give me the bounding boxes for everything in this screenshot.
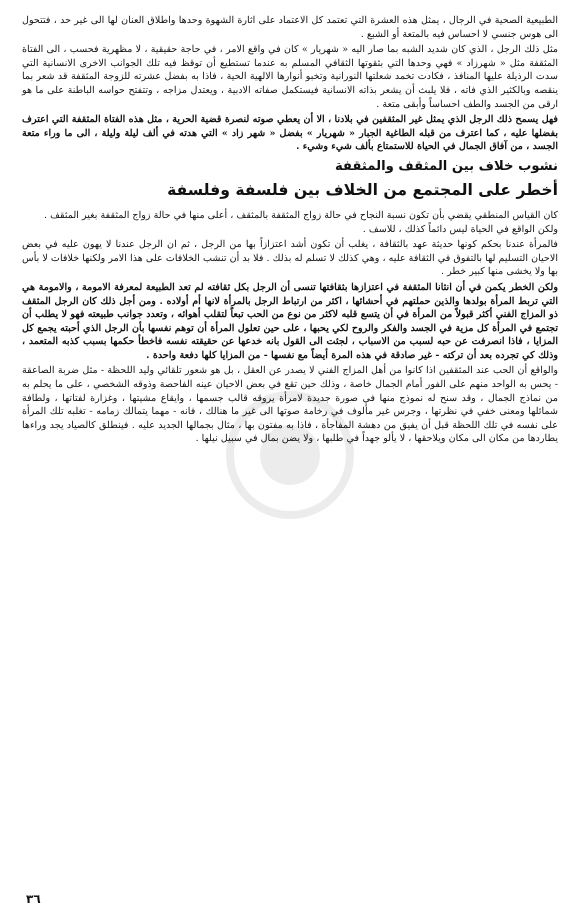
paragraph-5: ولكن الواقع في الحياة ليس دائماً كذلك ، للاسف .: [362, 223, 558, 235]
paragraph-7: ولكن الخطر يكمن في أن انثانا المثقفة في اعتزازها بثقافتها تنسى أن الرجل بكل ثقافته لم تعد الطبيعة لمعرفة الامومة ، والامومة هي التي تربط المرأة بولدها والذين حملتهم في أحشائها ، اكثر من ارتباط الرجل بالمرأة لانها أم أولاده . ومن أجل ذلك كان الرجل المثقف ذو المزاج الفني أكثر قبولاً من المرأة في أن يتسع قلبه لاكثر من نوع من الحب تبعاً لتقلب أهوائه ، وتعدد جوانب طبيعته فهو لا يطلب أن تجتمع في المرأة كل مزية في الجسد والفكر والروح لكي يحبها ، على حين تعلول المرأة أن توهم نفسها بأن الرجل الذي أحبته يجمع كل المزايا ، فاذا انصرفت عن حبه لسبب من الاسباب ، لجئت الى القول بانه خدعها عن حقيقته نفسه فاخطأ حكمها بسبب كذبه المتعمد ، وذلك كي تجرده بعد أن تركته - غير صادقة في هذه المرة أيضاً مع نفسها - من المزايا كلها دفعة واحدة .: [22, 281, 558, 361]
section-heading: نشوب خلاف بين المثقف والمثقفة: [334, 158, 558, 174]
document-page: [22, 14, 558, 910]
paragraph-1: الطبيعية الصحية في الرجال ، يمثل هذه العشرة التي تعتمد كل الاعتماد على اثارة الشهوة وحدها واطلاق العنان لها الى غير حد ، فتتحول الى هوس جنسي لا احساس فيه بالمتعة أو الشبع .: [22, 15, 558, 40]
paragraph-2: مثل ذلك الرجل ، الذي كان شديد الشبه بما صار اليه « شهريار » كان في واقع الامر ، في حاجة حقيقية ، لا مظهرية فحسب ، الى الفتاة المثقفة مثل « شهرزاد » فهي وحدها التي بثقوتها الثقافي المسلم به عندما تستطيع أن توقظ فيه تلك الجوانب الاخرى الانسانية التي سدت الرذيلة عليها المنافذ ، فكادت تخمد شعلتها النورانية وتخبو أنوارها الالهية الحية ، فاذا به بفضل عشرته للزوجة المثقفة قد شعر بما ينقصه وبالكثير الذي فاته ، فلا يلبث أن يشعر بذاته الانسانية فيستكمل صفاته الادبية ، ويعتدل مزاجه ، وتتفتح حواسه الباطنة على ما هو ارقى من الجسد والطف احساساً وأبقى متعة .: [22, 44, 558, 110]
section-subheading: أخطر على المجتمع من الخلاف بين فلسفة وفلسفة: [167, 180, 558, 199]
paragraph-6: فالمرأة عندنا بحكم كونها حديثة عهد بالثقافة ، يغلب أن تكون أشد اعتزازاً بها من الرجل ، ثم ان الرجل عندنا لا يهون عليه في بعض الاحيان التسليم لها بالتفوق في الثقافة عليه ، وهي كذلك لا تسلم له بذلك . فلا بد أن تنشب الخلافات على هذا الامر ولكنها خلافات لا بأس بها ولا يخشى منها كبير خطر .: [22, 239, 558, 278]
paragraph-8: والواقع أن الحب عند المثقفين اذا كانوا من أهل المزاج الفني لا يصدر عن العقل ، بل هو شعور تلقائي وليد اللحظة - مثل ضربة الصاعقة - يحس به الواحد منهم على الفور أمام الجمال خاصة ، وذلك حين تقع في بعض الاحيان عينه الفاحصة وذوقه الشخصي ، على ما يحلم به من نماذج الجمال ، وقد سنح له نموذج منها في صورة جديدة لامرأة يروقه قالب جسمها ، وايقاع مشيتها ، وغزارة لفتاتها ، ولطافة شمائلها ومعنى خفي في نظرتها ، وجرس غير مألوف في رخامة صوتها الى غير ما هنالك ، فانه - مهما يتمالك زمامه - تغلبه تلك المرأة على نفسه في تلك اللحظة قبل أن يفيق من دهشة المفاجأة ، فاذا به مفتون بها ، مثال بجمالها الجديد عليه . فينطلق كالصياد يجد وراءها يطاردها من مكان الى مكان ويلاحقها ، لا يألو جهداً في طلبها ، ولا يضن بمال في سبيل نيلها .: [22, 365, 558, 445]
page-number: ٣٦: [26, 892, 41, 906]
paragraph-4: كان القياس المنطقي يقضي بأن تكون نسبة النجاح في حالة زواج المثقفة بالمثقف ، أعلى منها في حالة زواج المثقفة بغير المثقف .: [44, 209, 558, 221]
paragraph-3: فهل يسمح ذلك الرجل الذي يمثل غير المثقفين في بلادنا ، الا أن يعطي صوته لنصرة قضية الحرية ، مثل هذه الفتاة المثقفة التي اعترف بفضلها عليه ، كما اعترف من قبله الطاغية الجبار « شهريار » بفضل « شهر زاد » التي هدته في ألف ليلة وليلة ، الى ما وراء متعة الجسد ، من آفاق الجمال في الحياة للاستمتاع بألف شيء وشيء .: [22, 114, 558, 153]
